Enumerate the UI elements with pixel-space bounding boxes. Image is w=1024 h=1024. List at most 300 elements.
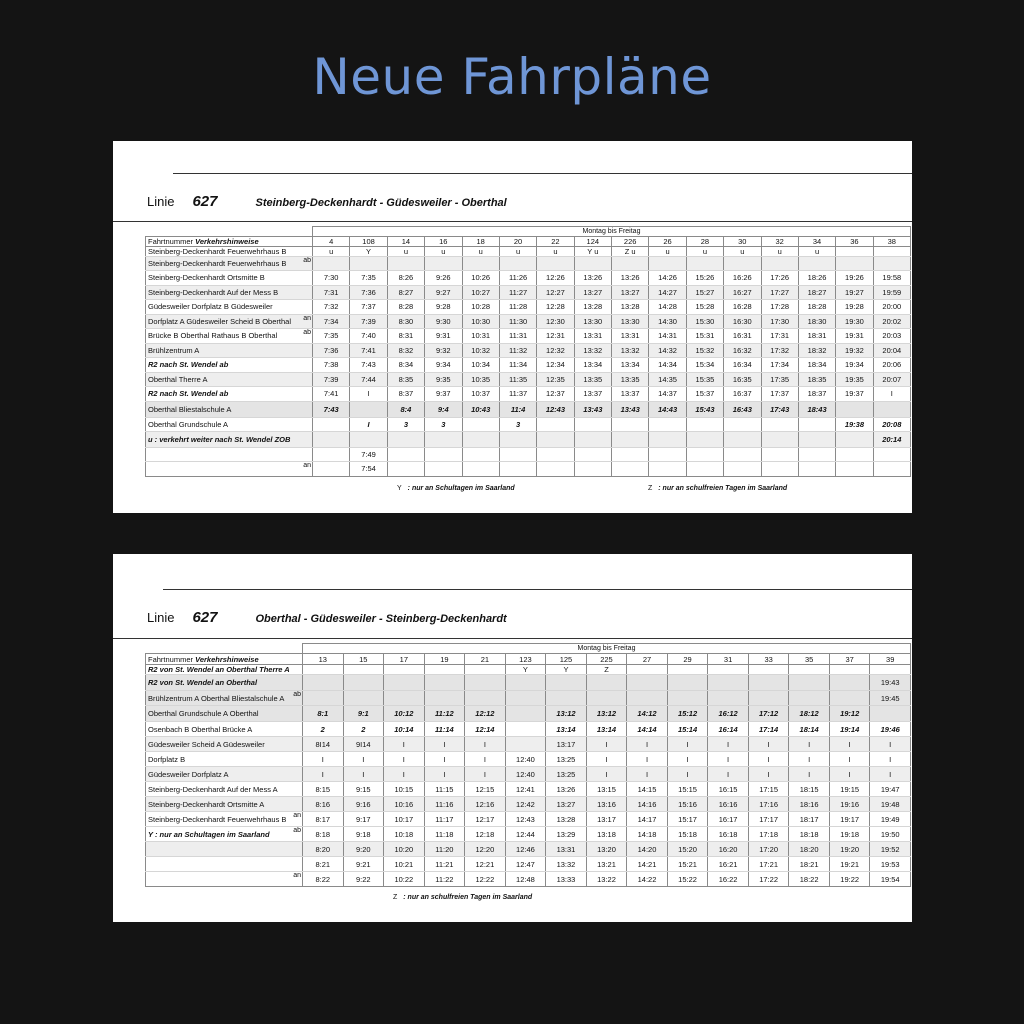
- time-cell: 3: [499, 417, 536, 431]
- time-cell: 8:31: [387, 329, 424, 344]
- stop-name: R2 nach St. Wendel ab: [148, 360, 229, 370]
- time-cell: 12:17: [465, 812, 506, 827]
- stop-cell: [146, 358, 313, 373]
- time-cell: 13:14: [586, 722, 627, 737]
- time-cell: 14:32: [649, 343, 686, 358]
- time-cell: 10:32: [462, 343, 499, 358]
- trip-number: 18: [462, 237, 499, 247]
- header-label: Fahrtnummer: [148, 237, 194, 246]
- time-cell: 11:20: [424, 842, 465, 857]
- timetable-row: [146, 372, 911, 387]
- time-cell: 7:30: [313, 271, 350, 286]
- time-cell: 13:31: [546, 842, 587, 857]
- time-cell: 15:20: [667, 842, 708, 857]
- stop-cell: [146, 314, 313, 329]
- stop-cell: [146, 691, 303, 706]
- header-hint: Verkehrshinweise: [195, 237, 259, 246]
- trip-number: 22: [537, 237, 574, 247]
- time-cell: [537, 417, 574, 431]
- time-cell: 14:26: [649, 271, 686, 286]
- time-cell: 15:34: [686, 358, 723, 373]
- time-cell: 20:08: [873, 417, 910, 431]
- time-cell: 18:28: [798, 300, 835, 315]
- time-cell: 7:34: [313, 314, 350, 329]
- time-cell: 10:28: [462, 300, 499, 315]
- time-cell: 14:14: [627, 722, 668, 737]
- time-cell: 19:54: [870, 872, 911, 887]
- time-cell: [667, 691, 708, 706]
- stop-cell: [146, 271, 313, 286]
- arrival-departure-mark: ab: [303, 257, 311, 264]
- time-cell: [313, 431, 350, 447]
- trip-number-header: [146, 654, 303, 665]
- time-cell: 16:16: [708, 797, 749, 812]
- time-cell: 12:30: [537, 314, 574, 329]
- time-cell: [708, 691, 749, 706]
- time-cell: 8I14: [303, 737, 344, 752]
- time-cell: 13:32: [612, 343, 649, 358]
- timetable-row: [146, 247, 911, 257]
- footnote-z: Z : nur an schulfreien Tagen im Saarland: [393, 894, 533, 901]
- time-cell: 8:4: [387, 401, 424, 417]
- time-cell: 9:34: [425, 358, 462, 373]
- time-cell: [313, 462, 350, 477]
- time-cell: 8:26: [387, 271, 424, 286]
- time-cell: 15:12: [667, 706, 708, 722]
- time-cell: u: [499, 247, 536, 257]
- time-cell: 17:22: [748, 872, 789, 887]
- stop-name: Steinberg-Deckenhardt Ortsmitte B: [148, 273, 265, 283]
- time-cell: 16:21: [708, 857, 749, 872]
- time-cell: 19:48: [870, 797, 911, 812]
- stop-cell: [146, 706, 303, 722]
- timetable-header: [147, 193, 507, 210]
- trip-number: 125: [546, 654, 587, 665]
- time-cell: [798, 257, 835, 271]
- time-cell: I: [829, 752, 870, 767]
- time-cell: 13:25: [546, 767, 587, 782]
- time-cell: [612, 417, 649, 431]
- stop-cell: [146, 372, 313, 387]
- timetable-row: [146, 300, 911, 315]
- time-cell: [649, 257, 686, 271]
- arrival-departure-mark: an: [303, 314, 311, 322]
- time-cell: [425, 462, 462, 477]
- time-cell: 16:37: [724, 387, 761, 402]
- time-cell: 15:18: [667, 827, 708, 842]
- time-cell: [798, 462, 835, 477]
- time-cell: I: [748, 752, 789, 767]
- trip-number-row: [146, 237, 911, 247]
- time-cell: 7:36: [350, 285, 387, 300]
- time-cell: 18:20: [789, 842, 830, 857]
- time-cell: 12:42: [505, 797, 546, 812]
- time-cell: 7:43: [313, 401, 350, 417]
- stop-cell: [146, 842, 303, 857]
- timetable-row: [146, 812, 911, 827]
- time-cell: 8:37: [387, 387, 424, 402]
- time-cell: [724, 431, 761, 447]
- time-cell: 20:00: [873, 300, 910, 315]
- stop-name: R2 nach St. Wendel ab: [148, 389, 229, 399]
- time-cell: 7:37: [350, 300, 387, 315]
- time-cell: 15:16: [667, 797, 708, 812]
- time-cell: I: [424, 737, 465, 752]
- trip-number: 14: [387, 237, 424, 247]
- trip-number: 33: [748, 654, 789, 665]
- time-cell: 13:31: [574, 329, 611, 344]
- time-cell: 18:15: [789, 782, 830, 797]
- timetable-row: [146, 722, 911, 737]
- time-cell: [343, 675, 384, 691]
- time-cell: I: [465, 737, 506, 752]
- time-cell: I: [870, 737, 911, 752]
- time-cell: [686, 447, 723, 462]
- time-cell: [836, 447, 873, 462]
- time-cell: u: [462, 247, 499, 257]
- time-cell: [627, 691, 668, 706]
- timetable-row: [146, 401, 911, 417]
- time-cell: I: [667, 752, 708, 767]
- stop-cell: [146, 462, 313, 477]
- time-cell: [505, 675, 546, 691]
- time-cell: 14:20: [627, 842, 668, 857]
- time-cell: [505, 706, 546, 722]
- time-cell: Y: [350, 247, 387, 257]
- time-cell: [829, 675, 870, 691]
- time-cell: 11:12: [424, 706, 465, 722]
- time-cell: [384, 665, 425, 675]
- time-cell: 7:39: [350, 314, 387, 329]
- stop-cell: [146, 329, 313, 344]
- time-cell: 12:21: [465, 857, 506, 872]
- stop-name: Steinberg-Deckenhardt Auf der Mess A: [148, 784, 278, 794]
- time-cell: 17:15: [748, 782, 789, 797]
- time-cell: 13:30: [612, 314, 649, 329]
- stop-name: Brühlzentrum A Oberthal Bliestalschule A: [148, 693, 285, 703]
- header-hint: Verkehrshinweise: [195, 654, 259, 664]
- stop-cell: [146, 767, 303, 782]
- time-cell: [499, 257, 536, 271]
- trip-number: 16: [425, 237, 462, 247]
- time-cell: 10:20: [384, 842, 425, 857]
- time-cell: I: [586, 752, 627, 767]
- stop-cell: [146, 812, 303, 827]
- time-cell: 13:28: [612, 300, 649, 315]
- time-cell: 7:41: [350, 343, 387, 358]
- time-cell: [546, 675, 587, 691]
- time-cell: 15:14: [667, 722, 708, 737]
- stop-name: Brücke B Oberthal Rathaus B Oberthal: [148, 331, 278, 341]
- time-cell: 15:27: [686, 285, 723, 300]
- time-cell: 16:35: [724, 372, 761, 387]
- time-cell: 13:21: [586, 857, 627, 872]
- time-cell: [462, 417, 499, 431]
- time-cell: I: [870, 767, 911, 782]
- time-cell: 18:21: [789, 857, 830, 872]
- time-cell: u: [724, 247, 761, 257]
- time-cell: [873, 401, 910, 417]
- trip-number: 30: [724, 237, 761, 247]
- time-cell: 13:18: [586, 827, 627, 842]
- time-cell: 7:36: [313, 343, 350, 358]
- time-cell: 13:22: [586, 872, 627, 887]
- time-cell: 13:14: [546, 722, 587, 737]
- stop-name: Brühlzentrum A: [148, 345, 200, 355]
- time-cell: I: [343, 752, 384, 767]
- time-cell: [424, 691, 465, 706]
- time-cell: 13:28: [546, 812, 587, 827]
- time-cell: Z: [586, 665, 627, 675]
- stop-name: Steinberg-Deckenhardt Feuerwehrhaus B: [148, 814, 287, 824]
- trip-number: 37: [829, 654, 870, 665]
- arrival-departure-mark: ab: [293, 827, 301, 834]
- time-cell: [708, 665, 749, 675]
- time-cell: 16:32: [724, 343, 761, 358]
- stop-cell: [146, 247, 313, 257]
- stop-cell: [146, 722, 303, 737]
- time-cell: u: [537, 247, 574, 257]
- time-cell: 13:32: [574, 343, 611, 358]
- time-cell: [724, 462, 761, 477]
- time-cell: 15:28: [686, 300, 723, 315]
- timetable-row: [146, 358, 911, 373]
- time-cell: 13:28: [574, 300, 611, 315]
- time-cell: 8:16: [303, 797, 344, 812]
- time-cell: [424, 675, 465, 691]
- time-cell: 9:30: [425, 314, 462, 329]
- time-cell: 14:18: [627, 827, 668, 842]
- time-cell: 2: [303, 722, 344, 737]
- trip-number: 124: [574, 237, 611, 247]
- time-cell: [574, 417, 611, 431]
- time-cell: 19:28: [836, 300, 873, 315]
- time-cell: 18:16: [789, 797, 830, 812]
- stop-cell: [146, 257, 313, 271]
- time-cell: 18:26: [798, 271, 835, 286]
- time-cell: 13:30: [574, 314, 611, 329]
- time-cell: [612, 462, 649, 477]
- time-cell: [836, 257, 873, 271]
- time-cell: 19:27: [836, 285, 873, 300]
- time-cell: 10:16: [384, 797, 425, 812]
- time-cell: [873, 247, 910, 257]
- trip-number: 19: [424, 654, 465, 665]
- time-cell: 14:15: [627, 782, 668, 797]
- arrival-departure-mark: an: [303, 462, 311, 469]
- time-cell: [724, 417, 761, 431]
- time-cell: 20:07: [873, 372, 910, 387]
- time-cell: 13:16: [586, 797, 627, 812]
- time-cell: [343, 665, 384, 675]
- trip-number: 32: [761, 237, 798, 247]
- time-cell: [686, 257, 723, 271]
- stop-cell: [146, 857, 303, 872]
- time-cell: 12:46: [505, 842, 546, 857]
- stop-cell: [146, 401, 313, 417]
- time-cell: 9:16: [343, 797, 384, 812]
- trip-number: 28: [686, 237, 723, 247]
- time-cell: u: [686, 247, 723, 257]
- trip-number: 225: [586, 654, 627, 665]
- line-number: 627: [192, 193, 218, 210]
- time-cell: 9:21: [343, 857, 384, 872]
- time-cell: 11:34: [499, 358, 536, 373]
- stop-cell: [146, 872, 303, 887]
- time-cell: [836, 247, 873, 257]
- time-cell: 7:49: [350, 447, 387, 462]
- time-cell: 12:27: [537, 285, 574, 300]
- time-cell: [649, 431, 686, 447]
- time-cell: 14:35: [649, 372, 686, 387]
- time-cell: I: [789, 737, 830, 752]
- time-cell: [836, 462, 873, 477]
- time-cell: [537, 447, 574, 462]
- stop-name: Dorfplatz B: [148, 754, 186, 764]
- days-row: [146, 644, 911, 654]
- time-cell: 13:37: [612, 387, 649, 402]
- time-cell: 19:31: [836, 329, 873, 344]
- time-cell: [537, 462, 574, 477]
- timetable-row: [146, 285, 911, 300]
- time-cell: 17:20: [748, 842, 789, 857]
- time-cell: 9:18: [343, 827, 384, 842]
- time-cell: 11:32: [499, 343, 536, 358]
- time-cell: [313, 257, 350, 271]
- time-cell: 12:35: [537, 372, 574, 387]
- time-cell: 17:37: [761, 387, 798, 402]
- time-cell: [829, 665, 870, 675]
- time-cell: 18:22: [789, 872, 830, 887]
- time-cell: 11:15: [424, 782, 465, 797]
- time-cell: 8:15: [303, 782, 344, 797]
- time-cell: 17:17: [748, 812, 789, 827]
- timetable-row: [146, 782, 911, 797]
- time-cell: 17:18: [748, 827, 789, 842]
- time-cell: 19:37: [836, 387, 873, 402]
- days-row: [146, 227, 911, 237]
- stop-name: R2 von St. Wendel an Oberthal: [148, 678, 258, 687]
- time-cell: I: [384, 767, 425, 782]
- time-cell: [748, 675, 789, 691]
- blank-cell: [146, 644, 303, 654]
- rule-line: [113, 638, 912, 639]
- time-cell: 16:27: [724, 285, 761, 300]
- time-cell: 16:15: [708, 782, 749, 797]
- time-cell: 12:34: [537, 358, 574, 373]
- time-cell: I: [829, 767, 870, 782]
- time-cell: 19:59: [873, 285, 910, 300]
- time-cell: [686, 431, 723, 447]
- time-cell: 14:17: [627, 812, 668, 827]
- time-cell: 13:31: [612, 329, 649, 344]
- time-cell: [303, 675, 344, 691]
- timetable-panel-2: [113, 554, 912, 922]
- time-cell: 9:22: [343, 872, 384, 887]
- days-label: Montag bis Freitag: [313, 227, 911, 237]
- timetable-row: [146, 271, 911, 286]
- time-cell: 11:37: [499, 387, 536, 402]
- stop-name: Steinberg-Deckenhardt Feuerwehrhaus B: [148, 247, 287, 256]
- time-cell: 9:20: [343, 842, 384, 857]
- stop-name: Steinberg-Deckenhardt Feuerwehrhaus B: [148, 259, 287, 268]
- time-cell: 19:43: [870, 675, 911, 691]
- time-cell: 9:31: [425, 329, 462, 344]
- timetable-row: [146, 329, 911, 344]
- time-cell: 9:4: [425, 401, 462, 417]
- stop-name: Y : nur an Schultagen im Saarland: [148, 829, 270, 839]
- timetable-row: [146, 872, 911, 887]
- time-cell: 12:40: [505, 767, 546, 782]
- time-cell: 17:43: [761, 401, 798, 417]
- time-cell: I: [829, 737, 870, 752]
- stop-cell: [146, 447, 313, 462]
- time-cell: 14:30: [649, 314, 686, 329]
- time-cell: 12:16: [465, 797, 506, 812]
- timetable-row: [146, 417, 911, 431]
- time-cell: 20:03: [873, 329, 910, 344]
- time-cell: u: [425, 247, 462, 257]
- time-cell: I: [627, 752, 668, 767]
- time-cell: 17:31: [761, 329, 798, 344]
- time-cell: 16:31: [724, 329, 761, 344]
- time-cell: 14:12: [627, 706, 668, 722]
- time-cell: 11:27: [499, 285, 536, 300]
- time-cell: 14:43: [649, 401, 686, 417]
- timetable-header: [147, 609, 507, 626]
- time-cell: Z u: [612, 247, 649, 257]
- stop-name: Güdesweiler Dorfplatz B Güdesweiler: [148, 302, 273, 312]
- time-cell: 18:30: [798, 314, 835, 329]
- time-cell: 19:35: [836, 372, 873, 387]
- time-cell: 19:20: [829, 842, 870, 857]
- time-cell: [586, 691, 627, 706]
- time-cell: 19:16: [829, 797, 870, 812]
- timetable-row: [146, 691, 911, 706]
- time-cell: 13:26: [546, 782, 587, 797]
- time-cell: 11:4: [499, 401, 536, 417]
- time-cell: 15:31: [686, 329, 723, 344]
- timetable-row: [146, 431, 911, 447]
- stop-cell: [146, 665, 303, 675]
- trip-number: 108: [350, 237, 387, 247]
- time-cell: [789, 691, 830, 706]
- time-cell: 8:17: [303, 812, 344, 827]
- time-cell: I: [708, 752, 749, 767]
- time-cell: 7:39: [313, 372, 350, 387]
- time-cell: 13:37: [574, 387, 611, 402]
- time-cell: 18:32: [798, 343, 835, 358]
- time-cell: 9:26: [425, 271, 462, 286]
- time-cell: [425, 257, 462, 271]
- trip-number-header: [146, 237, 313, 247]
- time-cell: 10:30: [462, 314, 499, 329]
- time-cell: 14:22: [627, 872, 668, 887]
- time-cell: 11:35: [499, 372, 536, 387]
- time-cell: 7:40: [350, 329, 387, 344]
- time-cell: 14:21: [627, 857, 668, 872]
- stop-cell: [146, 675, 303, 691]
- time-cell: 13:26: [574, 271, 611, 286]
- time-cell: 9:35: [425, 372, 462, 387]
- time-cell: 17:34: [761, 358, 798, 373]
- time-cell: 8:18: [303, 827, 344, 842]
- time-cell: 19:17: [829, 812, 870, 827]
- time-cell: 7:41: [313, 387, 350, 402]
- time-cell: 12:44: [505, 827, 546, 842]
- time-cell: 15:15: [667, 782, 708, 797]
- time-cell: 7:32: [313, 300, 350, 315]
